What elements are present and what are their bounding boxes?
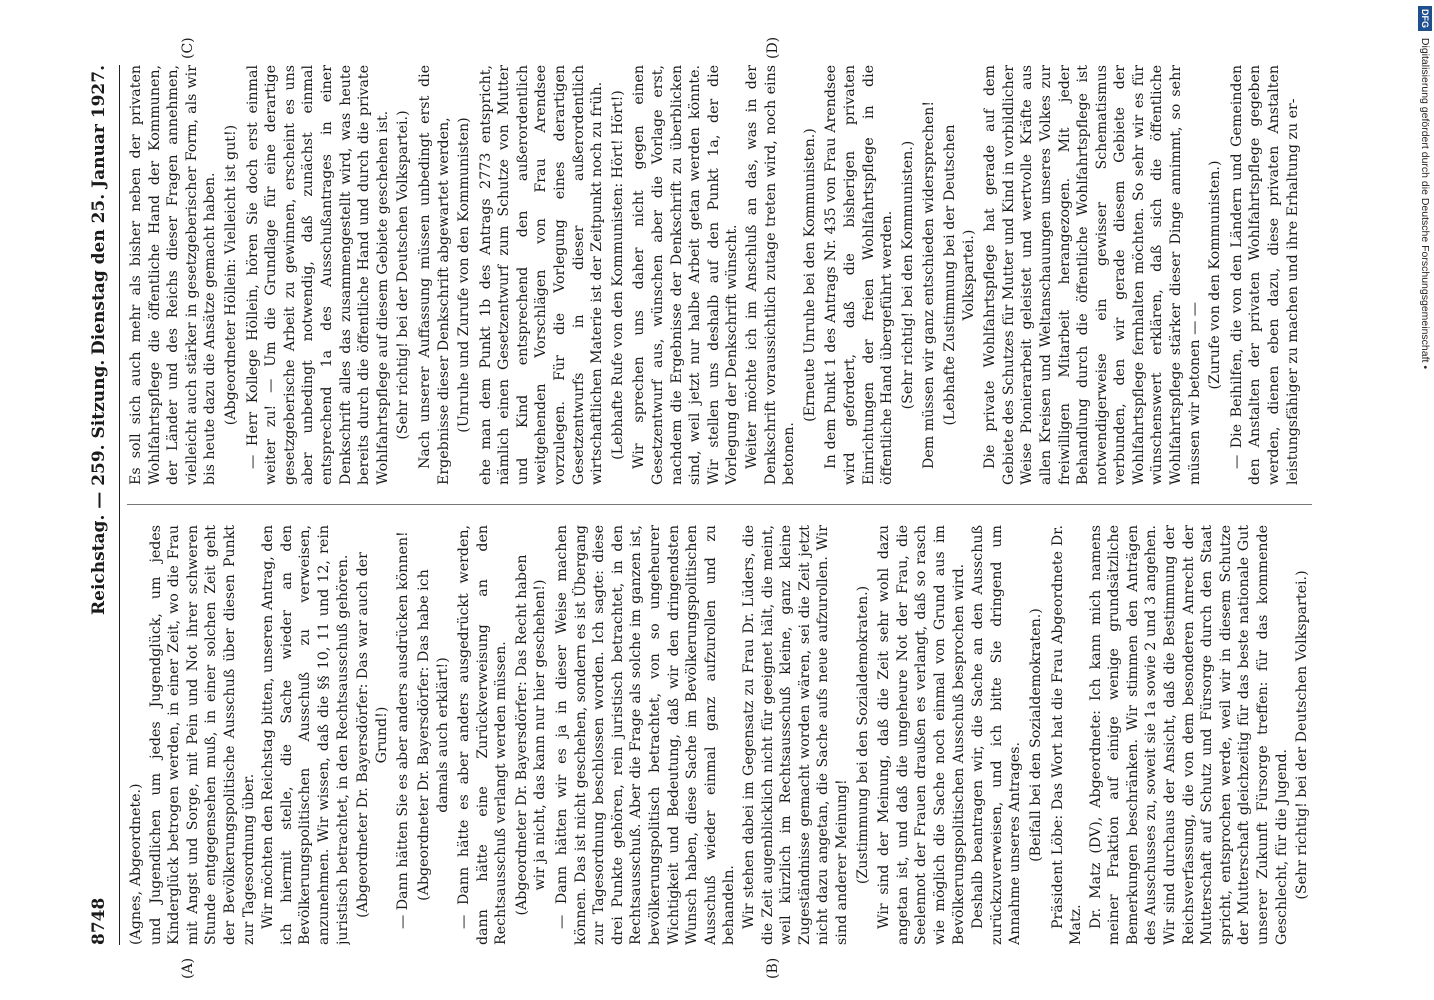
margin-mark-c: (C) [180, 37, 196, 59]
dfg-notice: Digitalisierung gefördert durch die Deutsche Forschungsgemeinschaft • [1419, 37, 1431, 370]
paragraph: Nach unserer Auffassung müssen unbedingt erst die Ergebnisse dieser Denkschrift abgewartet werden, [416, 65, 452, 485]
paragraph: — Die Beihilfen, die von den Ländern und Gemeinden den Anstalten der privaten Wohlfahrtspflege gegeben werden, dienen eben dazu, diese privaten Anstalten leistungsfähiger zu machen und ihre Erhaltung zu er- [1228, 65, 1301, 485]
paragraph: Wir möchten den Reichstag bitten, unseren Antrag, den ich hiermit stelle, die Sache wieder an den Bevölkerungspolitischen Ausschuß zu verweisen, anzunehmen. Wir wissen, daß die §§ 10, 11 und 12, rein juristisch betrachtet, in den Rechtsausschuß gehören. [260, 525, 351, 945]
margin-mark-a: (A) [180, 957, 196, 979]
paragraph: (Agnes, Abgeordnete.) [128, 783, 144, 945]
interjection: (Zurufe von den Kommunisten.) [1207, 160, 1224, 390]
interjection: (Sehr richtig! bei der Deutschen Volkspartei.) [1294, 570, 1311, 900]
session-date: Dienstag den 25. Januar 1927. [89, 65, 109, 355]
paragraph: Weiter möchte ich im Anschluß an das, was in der Denkschrift voraussichtlich zutage treten wird, noch eins betonen. [744, 65, 798, 485]
paragraph: Dr. Matz (DV), Abgeordnete: Ich kann mich namens meiner Fraktion auf einige wenige grundsätzliche Bemerkungen beschränken. Wir stimmen den Anträgen des Ausschusses zu, soweit sie 1a sowie 2 und 3 angehen. Wir sind durchaus der Ansicht, daß die Bestimmung der Reichsverfassung, die von dem besonderen Anrecht der Mutterschaft auf Schutz und Fürsorge durch den Staat spricht, entsprochen werde, weil wir in diesem Schutze der Mutterschaft gleichzeitig für das beste nationale Gut unserer Zukunft Fürsorge treffen: für das kommende Geschlecht, für die Jugend. [1087, 525, 1290, 945]
margin-mark-b: (B) [765, 957, 781, 979]
session-title: Reichstag. — 259. Sitzung. [89, 359, 109, 615]
column-divider [127, 504, 1312, 505]
paragraph: Deshalb beantragen wir, die Sache an den Ausschuß zurückzuverweisen, und ich bitte Sie dringend um Annahme unseres Antrages. [970, 525, 1024, 945]
right-text-column [127, 65, 1312, 485]
paragraph: Die private Wohlfahrtspflege hat gerade auf dem Gebiete des Schutzes für Mutter und Kind in vorbildlicher Weise Pionierarbeit geleistet und wertvolle Kräfte aus allen Kreisen und Weltanschauungen unseres Volkes zur freiwilligen Mitarbeit herangezogen. Mit jeder Behandlung durch die öffentliche Wohlfahrtspflege ist notwendigerweise ein gewisser Schematismus verbunden, den wir gerade diesem Gebiete der Wohlfahrtspflege fernhalten möchten. So sehr wir es für wünschenswert erklären, daß sich die öffentliche Wohlfahrtspflege stärker dieser Dinge annimmt, so sehr müssen wir betonen — — [982, 65, 1203, 485]
dfg-side-strip [1418, 6, 1432, 696]
interjection: (Abgeordneter Dr. Bayersdörfer: Das war auch der Grund!) [355, 552, 390, 918]
paragraph: — Dann hätten wir es ja in dieser Weise machen können. Das ist nicht geschehen, sondern es ist Übergang zur Tagesordnung beschlossen worden. Ich sagte: diese drei Punkte gehören, rein juristisch betrachtet, in den Rechtsausschuß. Aber die Frage als solche im ganzen ist, bevölkerungspolitisch betrachtet, von so ungeheurer Wichtigkeit und Bedeutung, daß wir den dringendsten Wunsch haben, diese Sache im Bevölkerungspolitischen Ausschuß wieder einmal ganz aufzurollen und zu behandeln. [554, 525, 738, 945]
paragraph: Wir sprechen uns daher nicht gegen einen Gesetzentwurf aus, wünschen aber die Vorlage erst, nachdem die Ergebnisse der Denkschrift zu überblicken sind, weil jetzt nur halbe Arbeit getan werden könnte. Wir stellen uns deshalb auf den Punkt 1a, der die Vorlegung der Denkschrift wünscht. [631, 65, 741, 485]
interjection: (Abgeordneter Dr. Bayersdörfer: Das habe ich damals auch erklärt!) [415, 569, 451, 901]
interjection: (Erneute Unruhe bei den Kommunisten.) [801, 128, 818, 422]
paragraph: Dem müssen wir ganz entschieden widersprechen! [921, 100, 938, 469]
interjection: (Sehr richtig! bei der Deutschen Volkspartei.) [395, 110, 412, 440]
paragraph: In dem Punkt 1 des Antrags Nr. 435 von Frau Arendsee wird gefordert, daß die bisherigen privaten Einrichtungen der freien Wohlfahrtspflege in die öffentliche Hand übergeführt werden. [823, 65, 896, 485]
interjection: (Abgeordneter Dr. Bayersdörfer: Das Recht haben wir ja nicht, das kann nur hier geschehen!) [513, 554, 549, 916]
paragraph: ehe man dem Punkt 1b des Antrags 2773 entspricht, nämlich einen Gesetzentwurf zum Schutze von Mutter und Kind entsprechend den außerordentlich weitgehenden Vorschlägen von Frau Arendsee vorzulegen. Für die Vorlegung eines derartigen Gesetzentwurfs in dieser außerordentlich wirtschaftlichen Materie ist der Zeitpunkt noch zu früh. [477, 65, 606, 485]
paragraph: Wir stehen dabei im Gegensatz zu Frau Dr. Lüders, die die Zeit augenblicklich nicht für geeignet hält, die meint, weil kürzlich im Rechtsausschuß kleine, ganz kleine Zugeständnisse gemacht worden wären, sei die Zeit jetzt nicht dazu angetan, die Sache aufs neue aufzurollen. Wir sind anderer Meinung! [741, 525, 850, 945]
left-text-column [127, 525, 1312, 945]
margin-mark-d: (D) [765, 36, 781, 59]
rotated-page-content [85, 36, 1325, 979]
paragraph: und Jugendlichen um jedes Jugendglück, um jedes Kinderglück betrogen werden, in einer Zeit, wo die Frau mit Angst und Sorge, mit Pein und Not ihrer schweren Stunde entgegensehen muß, in einer solchen Zeit geht der Bevölkerungspolitische Ausschuß über diesen Punkt zur Tagesordnung über. [147, 525, 257, 945]
paragraph: — Herr Kollege Höllein, hören Sie doch erst einmal weiter zu! — Um die Grundlage für eine derartige gesetzgeberische Arbeit zu gewinnen, erscheint es uns aber unbedingt notwendig, daß zunächst einmal entsprechend 1a des Ausschußantrages in einer Denkschrift alles das zusammengestellt wird, was heute bereits durch die öffentliche Hand und durch die private Wohlfahrtspflege auf diesem Gebiete geschehen ist. [244, 65, 391, 485]
paragraph: — Dann hätte es aber anders ausgedrückt werden, dann hätte eine Zurückverweisung an den Rechtsausschuß verlangt werden müssen. [456, 525, 510, 945]
paragraph: Präsident Löbe: Das Wort hat die Frau Abgeordnete Dr. Matz. [1049, 525, 1085, 945]
interjection: (Sehr richtig! bei den Kommunisten.) [899, 140, 916, 410]
interjection: (Beifall bei den Sozialdemokraten.) [1027, 608, 1044, 862]
paragraph: — Dann hätten Sie es aber anders ausdrücken können! [395, 531, 412, 929]
page-header [85, 65, 120, 945]
dfg-logo: DFG [1418, 6, 1432, 31]
interjection: (Lebhafte Rufe von den Kommunisten: Hört! Hört!) [609, 90, 626, 460]
interjection: (Lebhafte Zustimmung bei der Deutschen Volkspartei.) [941, 124, 977, 426]
interjection: (Zustimmung bei den Sozialdemokraten.) [854, 585, 871, 885]
paragraph: Es soll sich auch mehr als bisher neben der privaten Wohlfahrtspflege die öffentliche Hand der Kommunen, der Länder und des Reichs dieser Fragen annehmen, vielleicht auch stärker in gesetzgeberischer Form, als wir bis heute dazu die Ansätze gemacht haben. [128, 65, 219, 485]
interjection: (Unruhe und Zurufe von den Kommunisten) [456, 117, 473, 433]
interjection: (Abgeordneter Höllein: Vielleicht ist gut!) [222, 124, 239, 426]
page-number: 8748 [89, 897, 109, 945]
paragraph: Wir sind der Meinung, daß die Zeit sehr wohl dazu angetan ist, und daß die ungeheure Not der Frau, die Seelennot der Frauen draußen es verlangt, daß so rasch wie möglich die Sache noch einmal von Grund aus im Bevölkerungspolitischen Ausschuß besprochen wird. [876, 525, 967, 945]
